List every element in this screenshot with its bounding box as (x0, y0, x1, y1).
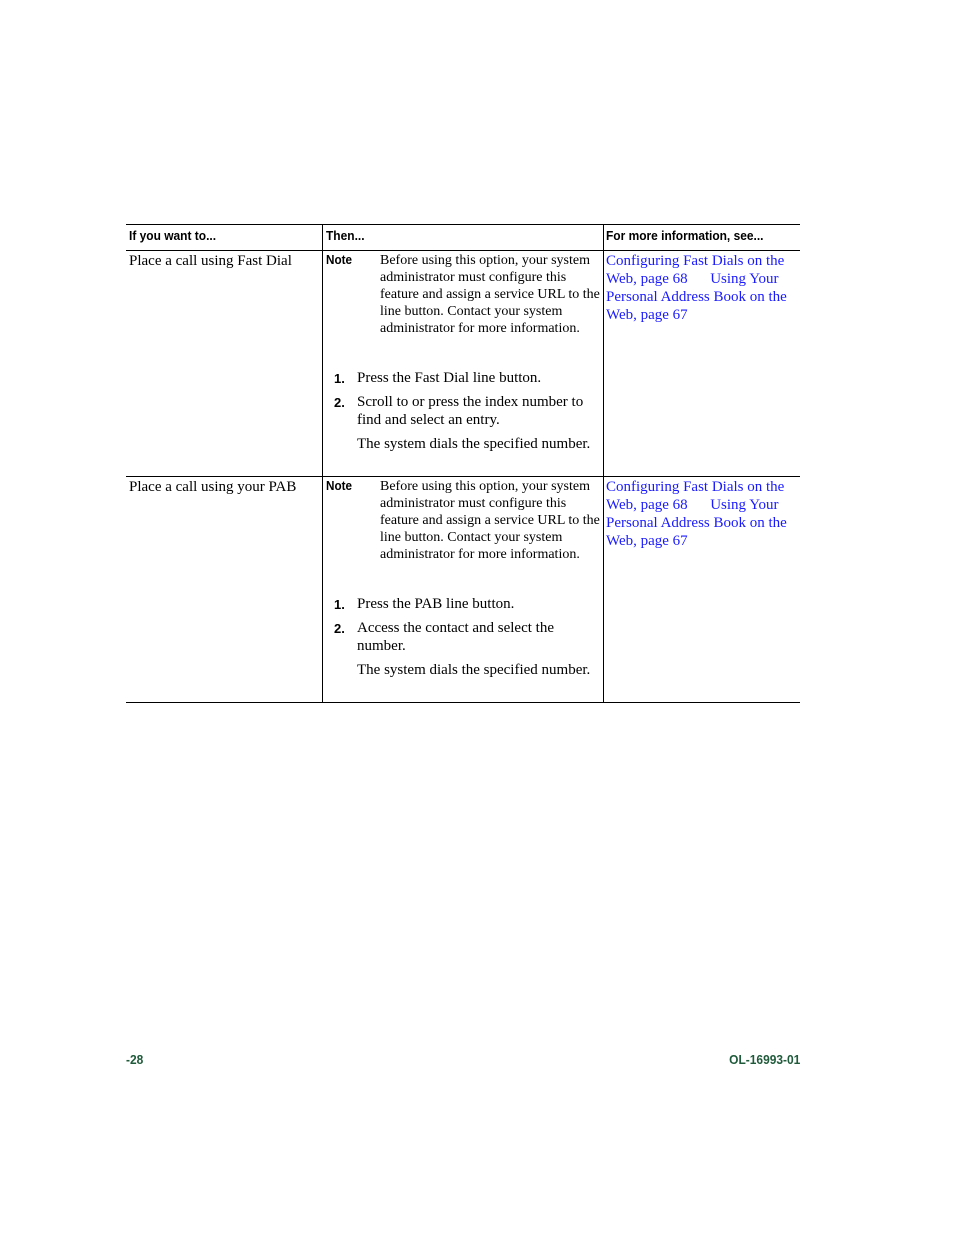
step-number: 1. (334, 597, 345, 612)
note-label: Note (326, 252, 353, 267)
step-text: Press the Fast Dial line button. (357, 370, 542, 386)
step-text: Access the contact and select the number. (357, 620, 554, 654)
column-header-then: Then... (326, 228, 365, 243)
step-text: Press the PAB line button. (357, 596, 515, 612)
then-cell (326, 252, 602, 474)
step-number: 2. (334, 621, 345, 636)
more-info-cell (606, 252, 796, 324)
then-cell (326, 478, 602, 700)
link-personal-address-book[interactable]: Using Your Personal Address Book on the Web, page 67 (606, 497, 787, 549)
table-bottom-rule (126, 702, 800, 703)
task-cell: Place a call using Fast Dial (129, 253, 292, 269)
link-configuring-fast-dials[interactable]: Configuring Fast Dials on the Web, page 68 (606, 479, 785, 513)
task-cell: Place a call using your PAB (129, 479, 297, 495)
step-text: Scroll to or press the index number to find and select an entry. (357, 394, 584, 428)
table-top-rule (126, 224, 800, 225)
note-text: Before using this option, your system administrator must configure this feature and assign a service URL to the line button. Contact your system administrator for more information. (380, 479, 600, 562)
page-number: -28 (126, 1052, 144, 1067)
column-divider (603, 224, 604, 703)
note-text: Before using this option, your system administrator must configure this feature and assign a service URL to the line button. Contact your system administrator for more information. (380, 253, 600, 336)
column-header-task: If you want to... (129, 228, 217, 243)
column-header-more-info: For more information, see... (606, 228, 764, 243)
link-configuring-fast-dials[interactable]: Configuring Fast Dials on the Web, page 68 (606, 253, 785, 287)
link-personal-address-book[interactable]: Using Your Personal Address Book on the Web, page 67 (606, 271, 787, 323)
note-label: Note (326, 478, 353, 493)
document-id: OL-16993-01 (728, 1052, 800, 1067)
step-result: The system dials the specified number. (357, 662, 591, 678)
step-result: The system dials the specified number. (357, 436, 591, 452)
step-number: 2. (334, 395, 345, 410)
column-divider (322, 224, 323, 703)
step-number: 1. (334, 371, 345, 386)
header-bottom-rule (126, 250, 800, 251)
more-info-cell (606, 478, 796, 550)
row-divider (126, 476, 800, 477)
